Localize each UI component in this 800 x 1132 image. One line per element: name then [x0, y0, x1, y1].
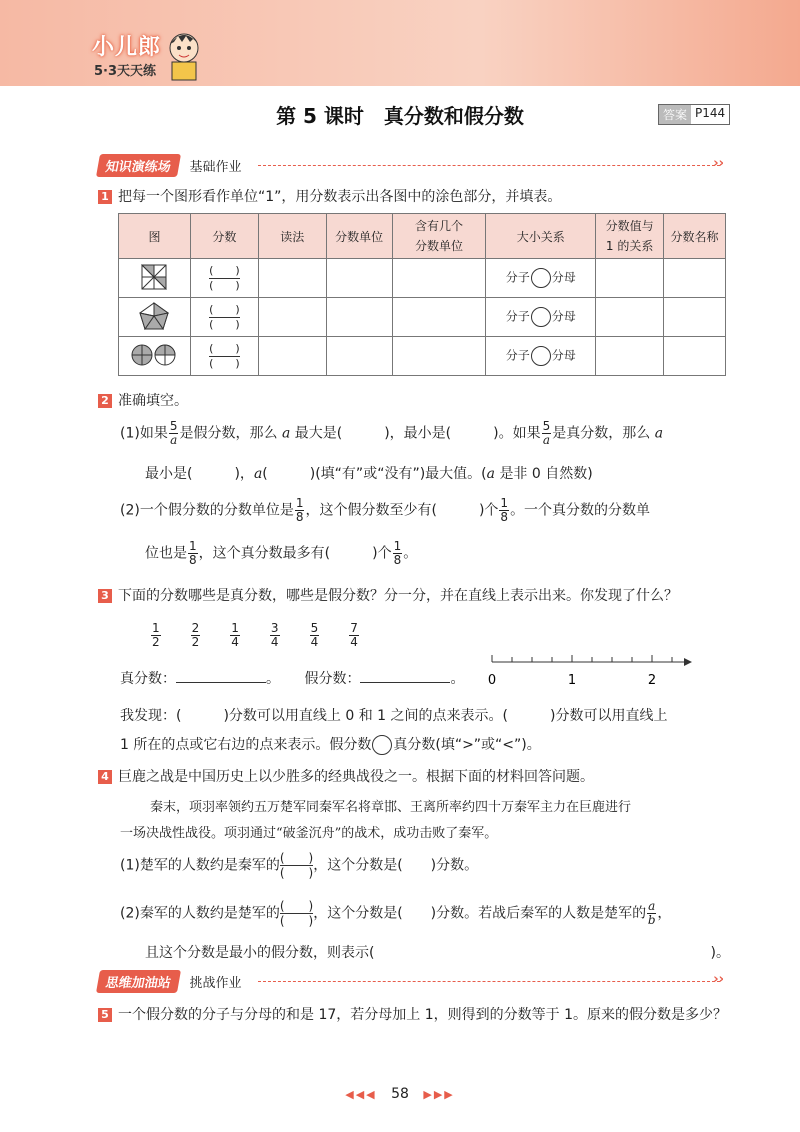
text-span: 且这个分数是最小的假分数，则表示( — [145, 945, 375, 961]
axis-label: 1 — [567, 673, 577, 688]
text-span: 最小是( )， — [145, 466, 254, 482]
fraction-blank[interactable] — [190, 298, 258, 337]
denominator: 8 — [393, 553, 402, 567]
denominator: 4 — [270, 635, 279, 649]
blank-denominator: ( ) — [209, 356, 240, 370]
passage-line-1: 秦末，项羽率领约五万楚军同秦军名将章邯、王离所率约四十万秦军主力在巨鹿进行 — [150, 800, 632, 815]
proper-answer-line[interactable] — [176, 682, 266, 683]
logo: 小儿郎 — [92, 35, 162, 60]
section-divider — [258, 165, 720, 166]
compare-cell[interactable] — [486, 259, 596, 298]
table-header: 含有几个 分数单位 — [392, 214, 486, 259]
denominator: 8 — [500, 510, 509, 524]
compare-circle[interactable] — [531, 268, 551, 288]
finding-line-2 — [120, 734, 541, 755]
table-row — [119, 298, 726, 337]
blank-denominator: ( ) — [209, 278, 240, 292]
numerator: 2 — [191, 621, 200, 635]
section-tag: 知识演练场 — [96, 154, 181, 177]
text-span: 。 — [266, 671, 280, 687]
compare-circle[interactable] — [531, 346, 551, 366]
fraction-blank[interactable] — [280, 852, 313, 879]
question-4-part-1 — [120, 852, 478, 879]
fraction-item — [270, 622, 280, 649]
denominator: 2 — [191, 635, 200, 649]
fraction-1-over-8 — [393, 540, 403, 567]
axis-label: 2 — [647, 673, 657, 688]
question-text: 准确填空。 — [118, 393, 188, 409]
blank-denominator: ( ) — [279, 866, 314, 880]
denominator: b — [647, 913, 656, 927]
compare-left: 分子 — [505, 270, 530, 285]
numerator: 5 — [169, 419, 178, 433]
denominator: 2 — [152, 635, 160, 649]
denominator: a — [542, 433, 550, 447]
numerator: 7 — [350, 621, 358, 635]
text-span: 是假分数，那么 — [179, 425, 278, 442]
question-number: 4 — [98, 770, 112, 784]
answer-cell[interactable] — [258, 259, 326, 298]
numerator: a — [648, 899, 656, 913]
section-tag: 思维加油站 — [96, 970, 181, 993]
page-number: 58 — [391, 1086, 409, 1102]
number-line[interactable] — [486, 652, 696, 688]
text-span: 1 所在的点或它右边的点来表示。假分数 — [120, 737, 372, 753]
numerator: 1 — [295, 496, 304, 510]
denominator: 4 — [350, 635, 358, 649]
improper-label: 假分数： — [304, 671, 361, 687]
fraction-list — [150, 622, 360, 649]
blank-numerator: ( ) — [209, 302, 240, 316]
table-header: 分数名称 — [664, 214, 726, 259]
number-line-ticks — [492, 655, 672, 662]
question-2-part-1-cont — [145, 463, 593, 483]
blank-numerator: ( ) — [209, 263, 240, 277]
square-shape-icon — [141, 264, 167, 290]
question-number: 2 — [98, 394, 112, 408]
text-span: 是非 0 自然数) — [499, 466, 593, 482]
question-3 — [98, 585, 678, 605]
answer-cell[interactable] — [596, 337, 664, 376]
text-span: ，这个分数是( )分数。 — [313, 857, 479, 874]
answer-cell[interactable] — [326, 259, 392, 298]
text-span: 。 — [403, 545, 418, 562]
compare-circle[interactable] — [372, 735, 392, 755]
blank-denominator: ( ) — [279, 914, 314, 928]
finding-line-1: 我发现：( )分数可以用直线上 0 和 1 之间的点来表示。( )分数可以用直线上 — [120, 708, 668, 724]
text-span: 最大是( )，最小是( )。如果 — [294, 425, 541, 442]
shape-cell — [119, 337, 191, 376]
numerator: 5 — [542, 419, 551, 433]
double-chevron-icon: ›› — [713, 156, 724, 171]
question-4-part-2-cont — [145, 942, 730, 962]
page-title: 第 5 课时 真分数和假分数 — [276, 104, 524, 128]
denominator: 8 — [295, 510, 304, 524]
variable: a — [253, 466, 263, 482]
table-header: 读法 — [258, 214, 326, 259]
fraction-item — [230, 622, 240, 649]
table-header: 分数 — [190, 214, 258, 259]
shape-cell — [119, 298, 191, 337]
table-row — [119, 337, 726, 376]
text-span: ，这个真分数最多有( )个 — [198, 545, 392, 562]
table-header: 图 — [119, 214, 191, 259]
logo-subtitle: 5·3天天练 — [94, 64, 157, 79]
fraction-5-over-a — [169, 420, 179, 447]
answer-cell[interactable] — [596, 298, 664, 337]
text-span: (1)楚军的人数约是秦军的 — [120, 857, 280, 874]
text-span: (2)秦军的人数约是楚军的 — [120, 905, 280, 922]
text-span: 。一个真分数的分数单 — [510, 502, 651, 519]
answer-cell[interactable] — [664, 298, 726, 337]
question-number: 3 — [98, 589, 112, 603]
numerator: 1 — [500, 496, 509, 510]
question-text: 巨鹿之战是中国历史上以少胜多的经典战役之一。根据下面的材料回答问题。 — [118, 769, 594, 785]
question-2-part-1 — [120, 420, 663, 447]
denominator: 4 — [310, 635, 319, 649]
numerator: 1 — [231, 621, 239, 635]
fraction-5-over-a — [542, 420, 552, 447]
denominator: 4 — [231, 635, 239, 649]
answer-cell[interactable] — [326, 298, 392, 337]
shape-cell — [119, 259, 191, 298]
axis-label: 0 — [487, 673, 497, 688]
triangle-right-icon: ▶▶▶ — [423, 1088, 455, 1101]
answer-cell[interactable] — [392, 259, 486, 298]
question-text: 一个假分数的分子与分母的和是 17，若分母加上 1，则得到的分数等于 1。原来的假分数是多少？ — [118, 1007, 727, 1023]
blank-denominator: ( ) — [209, 317, 240, 331]
compare-right: 分母 — [551, 309, 576, 324]
question-5 — [98, 1004, 727, 1024]
text-span: ，这个分数是( )分数。若战后秦军的人数是楚军的 — [313, 905, 647, 922]
answer-reference — [658, 104, 730, 125]
fraction-blank[interactable] — [190, 337, 258, 376]
section-basic — [98, 154, 724, 176]
fraction-1-over-8 — [188, 540, 198, 567]
question-4 — [98, 766, 594, 786]
blank-numerator: ( ) — [209, 341, 240, 355]
fraction-item — [191, 622, 201, 649]
double-chevron-icon: ›› — [713, 972, 724, 987]
classify-row — [120, 668, 464, 688]
blank-numerator: ( ) — [279, 851, 314, 865]
answer-cell[interactable] — [258, 298, 326, 337]
denominator: a — [170, 433, 178, 447]
fraction-a-over-b — [647, 900, 656, 927]
section-challenge — [98, 970, 724, 992]
question-number: 5 — [98, 1008, 112, 1022]
answer-cell[interactable] — [392, 298, 486, 337]
numerator: 1 — [152, 621, 160, 635]
answer-cell[interactable] — [392, 337, 486, 376]
answer-label: 答案 — [659, 105, 691, 124]
table-header: 大小关系 — [486, 214, 596, 259]
denominator: 8 — [189, 553, 197, 567]
text-span: 是真分数，那么 — [552, 425, 651, 442]
fraction-item — [151, 622, 161, 649]
section-subtitle: 基础作业 — [189, 160, 242, 175]
question-2-part-2-cont — [145, 540, 417, 567]
section-subtitle: 挑战作业 — [189, 976, 242, 991]
text-span: 位也是 — [145, 545, 187, 562]
text-span: ( )(填“有”或“没有”)最大值。( — [262, 466, 487, 482]
compare-cell[interactable] — [486, 337, 596, 376]
numerator: 5 — [310, 621, 319, 635]
question-2-part-2 — [120, 497, 650, 524]
answer-cell[interactable] — [664, 337, 726, 376]
text-span: 。 — [450, 671, 465, 687]
table-header: 分数值与 1 的关系 — [596, 214, 664, 259]
fraction-blank[interactable] — [190, 259, 258, 298]
blank-numerator: ( ) — [279, 899, 314, 913]
variable: a — [486, 466, 495, 482]
section-divider — [258, 981, 720, 982]
fraction-1-over-8 — [295, 497, 305, 524]
numerator: 1 — [189, 539, 197, 553]
fraction-1-over-8 — [499, 497, 509, 524]
triangle-left-icon: ◀◀◀ — [345, 1088, 377, 1101]
table-header: 分数单位 — [326, 214, 392, 259]
question-text: 把每一个图形看作单位“1”，用分数表示出各图中的涂色部分，并填表。 — [118, 189, 562, 205]
text-span: 真分数(填“>”或“<”)。 — [393, 737, 541, 753]
passage-line-2: 一场决战性战役。项羽通过“破釜沉舟”的战术，成功击败了秦军。 — [120, 826, 498, 841]
answer-cell[interactable] — [258, 337, 326, 376]
text-span: ， — [657, 905, 672, 922]
compare-right: 分母 — [551, 348, 576, 363]
text-span: )。 — [710, 945, 730, 961]
fraction-table — [118, 213, 726, 376]
compare-cell[interactable] — [486, 298, 596, 337]
mascot-icon — [160, 26, 208, 82]
answer-page: P144 — [695, 106, 726, 120]
proper-label: 真分数： — [120, 671, 176, 687]
question-text: 下面的分数哪些是真分数，哪些是假分数？分一分，并在直线上表示出来。你发现了什么？ — [118, 588, 678, 604]
compare-right: 分母 — [551, 270, 576, 285]
answer-cell[interactable] — [596, 259, 664, 298]
page-footer — [0, 1086, 800, 1102]
text-span: (2)一个假分数的分数单位是 — [120, 502, 294, 519]
compare-left: 分子 — [505, 348, 530, 363]
numerator: 3 — [270, 621, 279, 635]
table-row — [119, 259, 726, 298]
circles-shape-icon — [130, 344, 178, 366]
variable: a — [281, 425, 291, 442]
question-2 — [98, 390, 188, 410]
pentagon-shape-icon — [139, 302, 169, 330]
text-span: ，这个假分数至少有( )个 — [305, 502, 499, 519]
question-1 — [98, 186, 561, 206]
text-span: (1)如果 — [120, 425, 168, 442]
answer-cell[interactable] — [326, 337, 392, 376]
fraction-blank[interactable] — [280, 900, 313, 927]
answer-cell[interactable] — [664, 259, 726, 298]
numerator: 1 — [393, 539, 402, 553]
improper-answer-line[interactable] — [360, 682, 450, 683]
table-header-row — [119, 214, 726, 259]
question-4-part-2 — [120, 900, 671, 927]
compare-left: 分子 — [505, 309, 530, 324]
variable: a — [654, 425, 664, 442]
fraction-item — [310, 622, 320, 649]
compare-circle[interactable] — [531, 307, 551, 327]
fraction-item — [349, 622, 359, 649]
question-number: 1 — [98, 190, 112, 204]
